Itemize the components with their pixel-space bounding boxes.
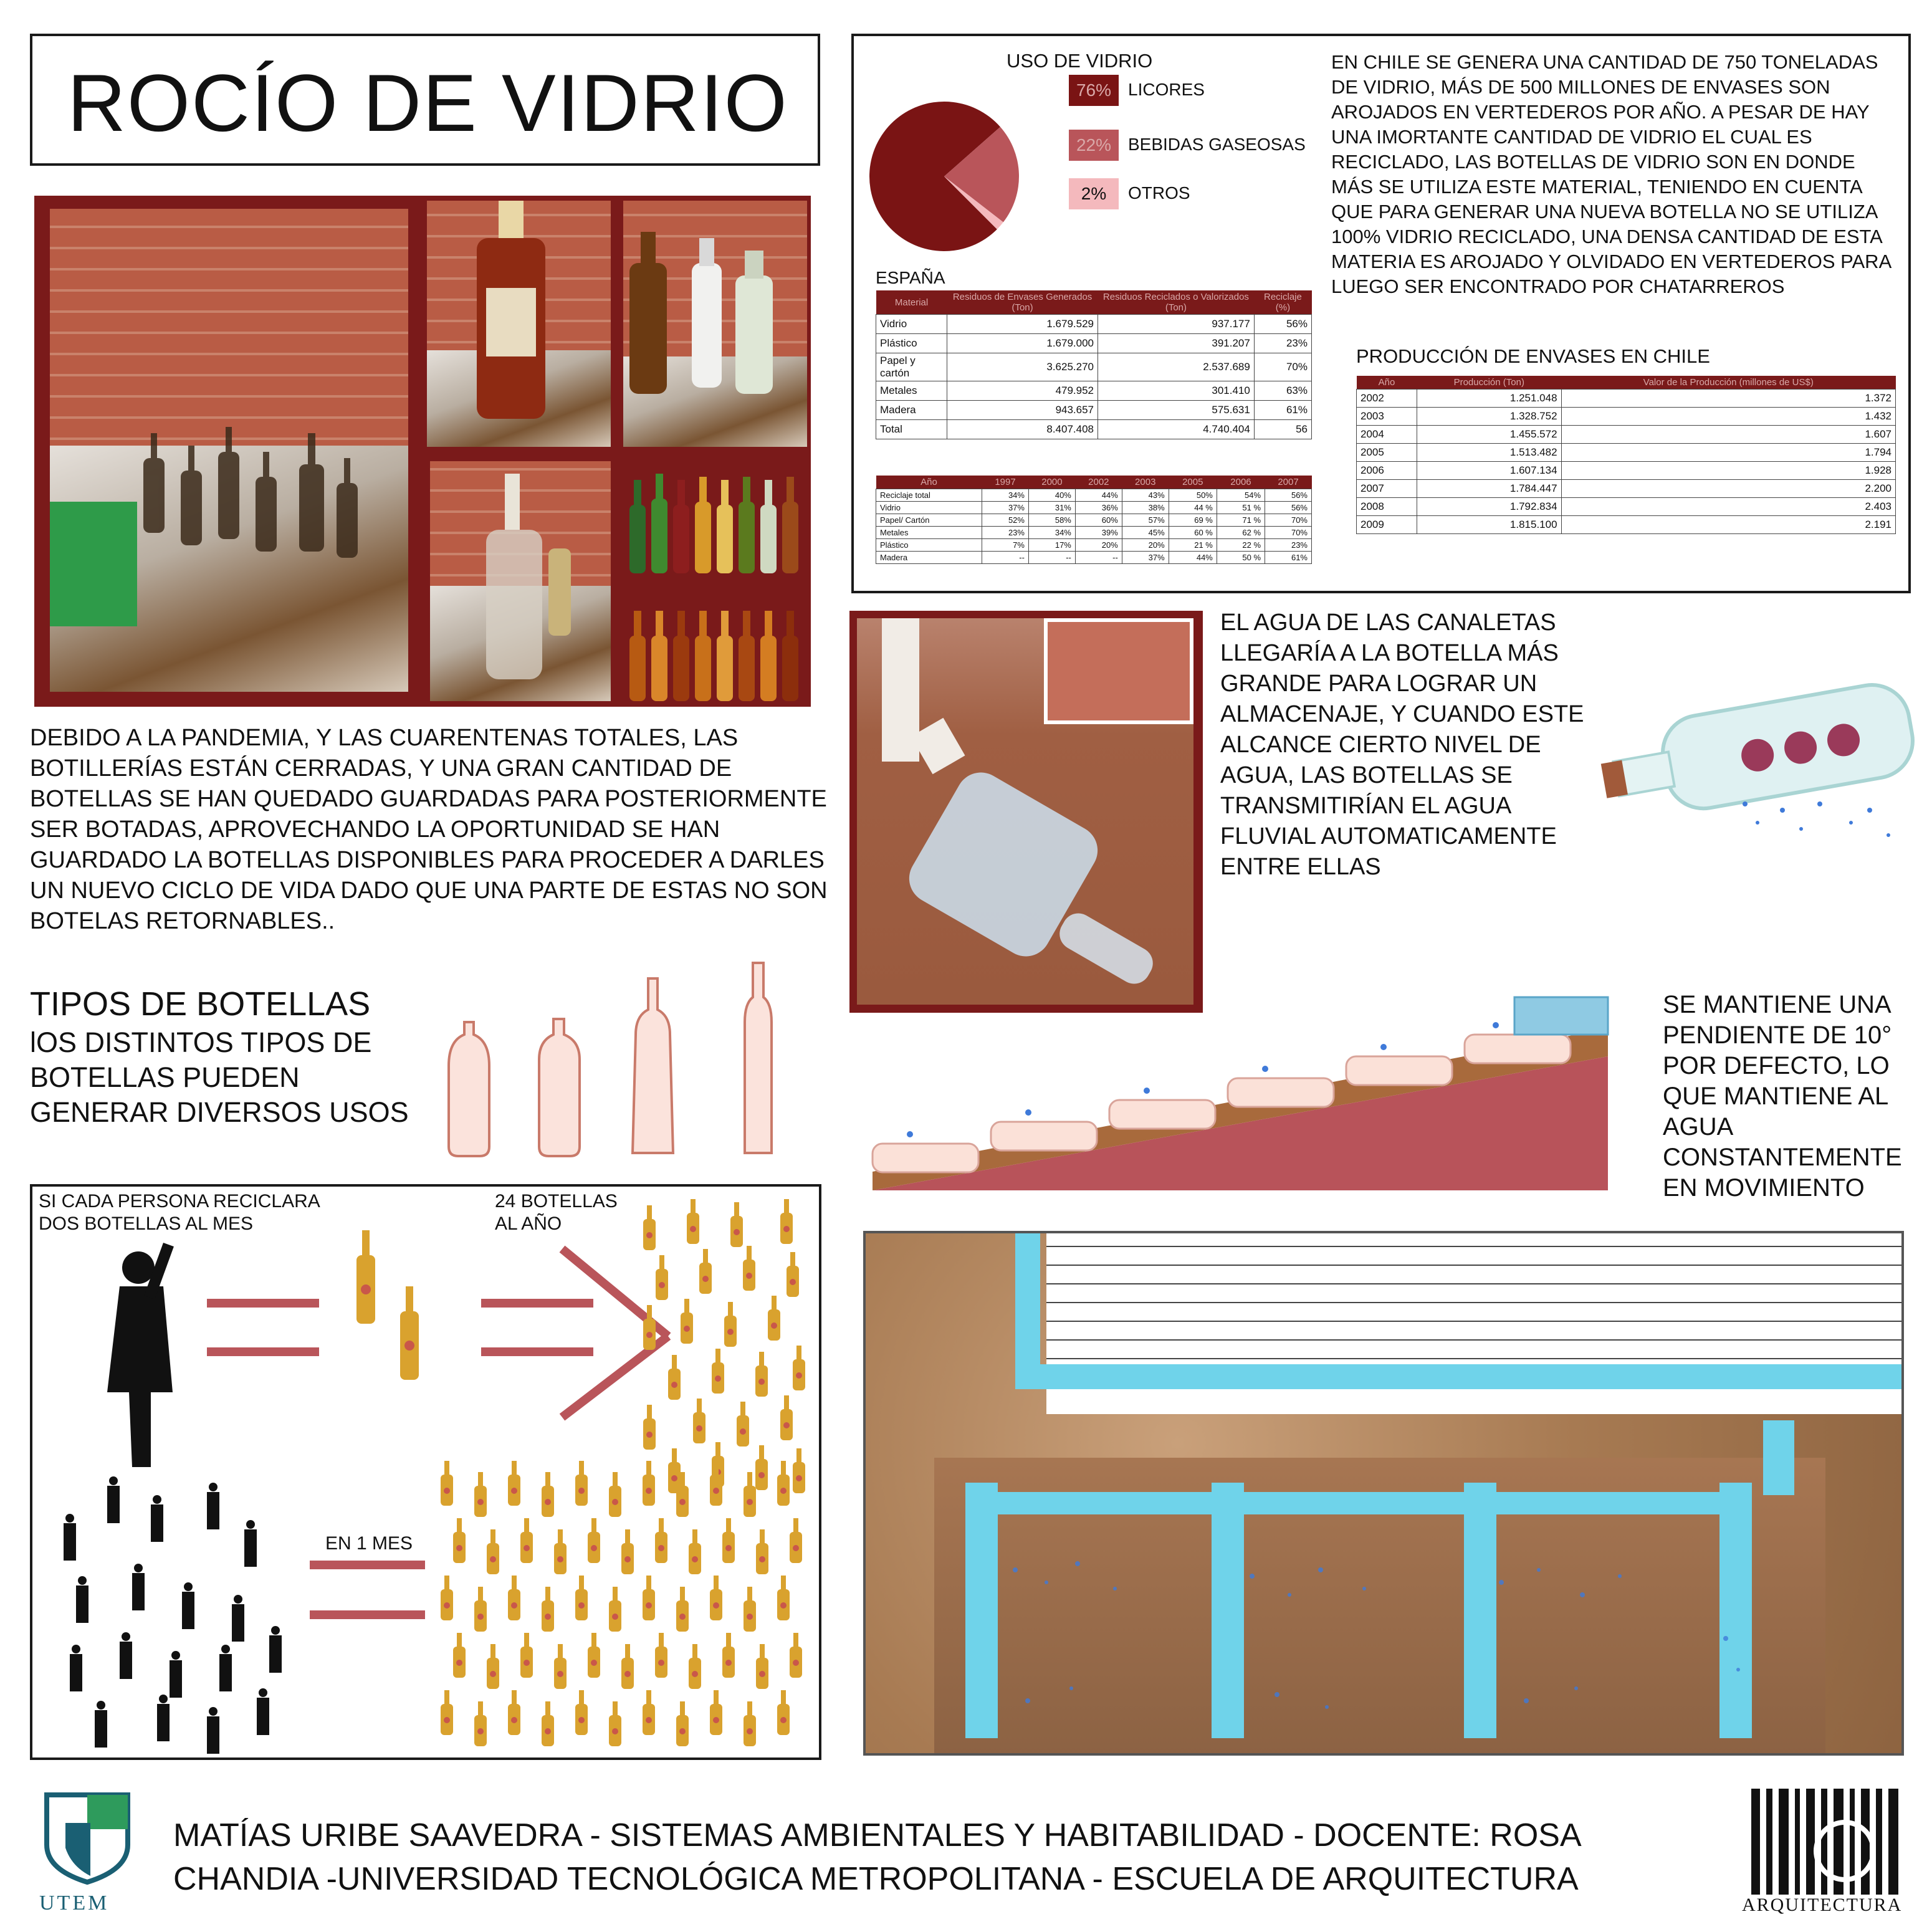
table-cell: 1.607.134 — [1417, 462, 1561, 480]
beer-bottle-icon — [668, 1355, 681, 1400]
slope-text: SE MANTIENE UNA PENDIENTE DE 10° POR DEFECTO, LO QUE MANTIENE AL AGUA CONSTANTEMENTE EN MOVIMIENTO — [1663, 991, 1902, 1202]
table-cell: Plástico — [876, 539, 982, 552]
beer-bottle-icon — [542, 1472, 554, 1517]
beer-bottle-icon — [710, 1576, 722, 1620]
person-icon — [107, 1476, 120, 1523]
table-cell: 391.207 — [1098, 334, 1255, 353]
beer-bottle-icon — [755, 1352, 768, 1397]
pandemic-text: DEBIDO A LA PANDEMIA, Y LAS CUARENTENAS TOTALES, LAS BOTILLERÍAS ESTÁN CERRADAS, Y UNA GRAN CANTIDAD DE BOTELLAS SE HAN QUEDADO GUARDADAS PARA POSTERIORMENTE SER BOTADAS, APROVECHANDO LA OPORTUNIDAD SE HAN GUARDADO LA BOTELLAS DISPONIBLES PARA PROCEDER A DARLES UN NUEVO CICLO DE VIDA DADO QUE UNA PARTE DE ESTAS NO SON BOTELAS RETORNABLES.. — [30, 725, 828, 934]
floating-bottle-icon — [1595, 661, 1932, 848]
beer-bottle-icon — [588, 1633, 600, 1678]
table-header-cell: Reciclaje (%) — [1254, 290, 1311, 315]
beer-bottle-icon — [780, 1199, 793, 1244]
beer-bottle-icon — [441, 1576, 453, 1620]
table-cell: 56 — [1254, 420, 1311, 439]
beer-bottle-icon — [575, 1576, 588, 1620]
beer-bottle-icon — [790, 1633, 802, 1678]
table-cell: 2004 — [1357, 426, 1417, 444]
beer-bottle-icon — [689, 1644, 701, 1689]
clear-bottle-icon — [480, 474, 580, 692]
beer-bottle-icon — [777, 1461, 790, 1506]
table-cell: Reciclaje total — [876, 489, 982, 502]
person-icon — [132, 1564, 145, 1610]
table-cell: 2008 — [1357, 498, 1417, 516]
table-cell: 23% — [1254, 334, 1311, 353]
table-cell: 1.513.482 — [1417, 444, 1561, 462]
table-cell: 7% — [982, 539, 1029, 552]
legend-swatch-3 — [1069, 178, 1119, 209]
whisky-bottle-icon — [464, 201, 589, 447]
beer-bottle-icon — [777, 1576, 790, 1620]
beer-bottle-icon — [730, 1202, 743, 1247]
person-icon — [120, 1632, 132, 1679]
photo-clear-bottles — [430, 461, 611, 701]
table-cell: 45% — [1122, 527, 1169, 539]
table-header-cell: Año — [1357, 376, 1417, 390]
table-cell: 1.928 — [1561, 462, 1895, 480]
beer-bottle-icon — [724, 1302, 737, 1347]
legend-swatch-2 — [1069, 130, 1119, 161]
bottle-row-amber-icon — [626, 608, 813, 704]
beer-bottle-icon — [787, 1252, 799, 1297]
person-icon — [257, 1688, 269, 1735]
beer-bottle-icon — [643, 1690, 655, 1735]
table-cell: 2.403 — [1561, 498, 1895, 516]
table-row — [876, 401, 1312, 420]
table-cell: 22 % — [1217, 539, 1265, 552]
pie-title: USO DE VIDRIO — [1007, 50, 1153, 72]
table-cell: 44% — [1075, 489, 1122, 502]
person-icon — [157, 1695, 170, 1741]
bottle-row-green-icon — [626, 467, 813, 580]
table-header-cell: 2007 — [1265, 476, 1312, 489]
spain-years-wrap — [876, 476, 1312, 564]
production-title: PRODUCCIÓN DE ENVASES EN CHILE — [1356, 345, 1710, 367]
water-spray-icon — [990, 1545, 1769, 1744]
table-row — [876, 353, 1312, 381]
table-cell: Papel y cartón — [876, 353, 947, 381]
table-cell: 34% — [982, 489, 1029, 502]
beer-bottle-icon — [681, 1299, 693, 1344]
chile-text: EN CHILE SE GENERA UNA CANTIDAD DE 750 TONELADAS DE VIDRIO, MÁS DE 500 MILLONES DE ENVASES SON AROJADOS EN VERTEDEROS POR AÑO. A PESAR DE HAY UNA IMORTANTE CANTIDAD DE VIDRIO EL CUAL ES RECICLADO, LAS BOTELLAS DE VIDRIO SON EN DONDE MÁS SE UTILIZA ESTE MATERIAL, TENIENDO EN CUENTA QUE PARA GENERAR UNA NUEVA BOTELLA NO SE UTILIZA 100% VIDRIO RECICLADO, UNA DENSA CANTIDAD DE ESTA MATERIA ES AROJADO Y OLVIDADO EN VERTEDEROS PARA LUEGO SER ENCONTRADO POR CHATARREROS — [1331, 51, 1891, 297]
spain-table — [876, 290, 1312, 439]
assorted-bottles-icon — [623, 226, 807, 425]
table-cell: 54% — [1217, 489, 1265, 502]
table-cell: 51 % — [1217, 502, 1265, 514]
table-cell: Papel/ Cartón — [876, 514, 982, 527]
table-cell: 301.410 — [1098, 381, 1255, 401]
person-icon — [269, 1626, 282, 1673]
person-icon — [232, 1595, 244, 1642]
beer-bottle-icon — [621, 1529, 634, 1574]
beer-bottle-icon — [676, 1701, 689, 1746]
beer-bottle-icon — [722, 1633, 735, 1678]
table-cell: 17% — [1028, 539, 1075, 552]
beer-bottle-icon — [744, 1587, 756, 1632]
table-header-cell: Año — [876, 476, 982, 489]
person-icon — [244, 1520, 257, 1567]
table-row — [876, 552, 1312, 564]
beer-bottle-icon — [508, 1690, 520, 1735]
beer-bottle-icon — [699, 1249, 712, 1294]
table-row — [1357, 444, 1896, 462]
recycle-panel — [30, 1184, 821, 1760]
beer-bottle-icon — [609, 1701, 621, 1746]
table-cell: 36% — [1075, 502, 1122, 514]
table-cell: 1.251.048 — [1417, 390, 1561, 408]
table-cell: 70% — [1265, 527, 1312, 539]
table-row — [876, 420, 1312, 439]
table-row — [1357, 462, 1896, 480]
spain-label: ESPAÑA — [876, 268, 945, 287]
table-cell: 61% — [1265, 552, 1312, 564]
table-cell: 50% — [1169, 489, 1217, 502]
legend-percent: 2% — [1081, 184, 1107, 203]
table-cell: Vidrio — [876, 315, 947, 334]
beer-bottle-icon — [643, 1205, 656, 1250]
person-icon — [70, 1645, 82, 1691]
irrigation-diagram — [863, 1231, 1904, 1756]
beer-bottle-icon — [744, 1472, 756, 1517]
table-cell: 20% — [1122, 539, 1169, 552]
table-cell: 2.537.689 — [1098, 353, 1255, 381]
table-header-cell: 2005 — [1169, 476, 1217, 489]
table-cell: 1.679.000 — [947, 334, 1098, 353]
beer-bottle-icon — [643, 1305, 656, 1350]
table-cell: 1.815.100 — [1417, 516, 1561, 534]
beer-bottle-icon — [554, 1644, 567, 1689]
table-cell: 3.625.270 — [947, 353, 1098, 381]
page-title: ROCÍO DE VIDRIO — [67, 57, 788, 148]
beer-bottle-icon — [710, 1690, 722, 1735]
table-cell: 62 % — [1217, 527, 1265, 539]
equals-bar-5 — [310, 1561, 425, 1569]
beer-bottle-icon — [621, 1644, 634, 1689]
table-cell: Madera — [876, 552, 982, 564]
legend-label-2: BEBIDAS GASEOSAS — [1128, 135, 1306, 154]
table-cell: 60 % — [1169, 527, 1217, 539]
beer-bottle-icon — [609, 1587, 621, 1632]
table-cell: Metales — [876, 381, 947, 401]
table-row — [876, 315, 1312, 334]
table-cell: 1.432 — [1561, 408, 1895, 426]
table-row — [876, 381, 1312, 401]
table-row — [1357, 498, 1896, 516]
beer-bottle-icon — [474, 1587, 487, 1632]
table-cell: 61% — [1254, 401, 1311, 420]
table-cell: 575.631 — [1098, 401, 1255, 420]
table-header-cell: 2000 — [1028, 476, 1075, 489]
table-header-cell: 2002 — [1075, 476, 1122, 489]
table-cell: 37% — [982, 502, 1029, 514]
beer-bottle-icon — [453, 1518, 466, 1563]
beer-bottle-icon — [508, 1461, 520, 1506]
equals-bar-2 — [207, 1347, 319, 1356]
table-row — [1357, 390, 1896, 408]
table-cell: 1.794 — [1561, 444, 1895, 462]
legend-label-3: OTROS — [1128, 183, 1190, 203]
table-cell: 2009 — [1357, 516, 1417, 534]
table-cell: 2005 — [1357, 444, 1417, 462]
person-icon — [219, 1645, 232, 1691]
table-cell: 56% — [1265, 502, 1312, 514]
production-table — [1356, 376, 1896, 534]
beer-bottle-icon — [487, 1529, 499, 1574]
table-header-cell: Valor de la Producción (millones de US$) — [1561, 376, 1895, 390]
table-cell: 63% — [1254, 381, 1311, 401]
table-cell: 23% — [982, 527, 1029, 539]
person-text: SI CADA PERSONA RECICLARA DOS BOTELLAS AL MES — [39, 1191, 320, 1234]
table-cell: 56% — [1254, 315, 1311, 334]
types-heading: TIPOS DE BOTELLAS — [30, 985, 371, 1023]
crowd-icon — [39, 1467, 300, 1760]
table-cell: 31% — [1028, 502, 1075, 514]
beer-bottle-icon — [474, 1701, 487, 1746]
two-bottles-icon — [350, 1230, 438, 1392]
table-row — [876, 527, 1312, 539]
table-cell: 20% — [1075, 539, 1122, 552]
beer-bottle-icon — [693, 1399, 705, 1443]
person-icon — [70, 1236, 201, 1473]
person-icon — [95, 1701, 107, 1748]
beer-bottle-icon — [542, 1587, 554, 1632]
table-cell: 40% — [1028, 489, 1075, 502]
spain-table-wrap — [876, 290, 1312, 439]
beer-bottle-icon — [487, 1644, 499, 1689]
beer-bottle-icon — [520, 1518, 533, 1563]
person-icon — [76, 1576, 88, 1623]
beer-bottle-icon — [656, 1255, 668, 1300]
beer-bottle-icon — [655, 1633, 667, 1678]
photo-whisky-bottle — [427, 201, 611, 447]
table-cell: Vidrio — [876, 502, 982, 514]
legend-swatch-1 — [1069, 75, 1119, 106]
gutter-text: EL AGUA DE LAS CANALETAS LLEGARÍA A LA BOTELLA MÁS GRANDE PARA LOGRAR UN ALMACENAJE, Y CUANDO ESTE ALCANCE CIERTO NIVEL DE AGUA, LAS BOTELLAS SE TRANSMITIRÍAN EL AGUA FLUVIAL AUTOMATICAMENTE ENTRE ELLAS — [1220, 610, 1584, 880]
table-cell: 1.372 — [1561, 390, 1895, 408]
utem-shield-icon — [41, 1789, 134, 1888]
table-header-cell: Residuos de Envases Generados (Ton) — [947, 290, 1098, 315]
legend-label-1: LICORES — [1128, 80, 1205, 99]
table-header-cell: Material — [876, 290, 947, 315]
beer-bottle-icon — [588, 1518, 600, 1563]
table-cell: 44 % — [1169, 502, 1217, 514]
person-icon — [207, 1707, 219, 1754]
table-cell: 1.679.529 — [947, 315, 1098, 334]
table-cell: 479.952 — [947, 381, 1098, 401]
table-header-cell: 2003 — [1122, 476, 1169, 489]
beer-bottle-icon — [508, 1576, 520, 1620]
month-bottles-icon — [431, 1448, 818, 1754]
table-cell: Total — [876, 420, 947, 439]
spain-years-table — [876, 476, 1312, 564]
beer-bottle-icon — [793, 1346, 805, 1390]
table-cell: 56% — [1265, 489, 1312, 502]
beer-bottle-icon — [453, 1633, 466, 1678]
table-cell: -- — [1075, 552, 1122, 564]
table-cell: 21 % — [1169, 539, 1217, 552]
beer-bottle-icon — [643, 1461, 655, 1506]
table-cell: 2003 — [1357, 408, 1417, 426]
beer-bottle-icon — [710, 1461, 722, 1506]
table-cell: 34% — [1028, 527, 1075, 539]
table-row — [1357, 480, 1896, 498]
table-cell: 8.407.408 — [947, 420, 1098, 439]
person-icon — [170, 1651, 182, 1698]
table-cell: -- — [982, 552, 1029, 564]
beer-bottle-icon — [722, 1518, 735, 1563]
types-text: lOS DISTINTOS TIPOS DE BOTELLAS PUEDEN GENERAR DIVERSOS USOS — [30, 1026, 409, 1128]
beer-bottle-icon — [575, 1690, 588, 1735]
table-row — [1357, 408, 1896, 426]
table-row — [876, 334, 1312, 353]
table-header-cell: Residuos Reciclados o Valorizados (Ton) — [1098, 290, 1255, 315]
beer-bottle-icon — [777, 1690, 790, 1735]
beer-bottle-icon — [441, 1690, 453, 1735]
table-cell: 1.784.447 — [1417, 480, 1561, 498]
beer-bottle-icon — [542, 1701, 554, 1746]
bottle-group-icon — [50, 383, 408, 633]
beer-bottle-icon — [790, 1518, 802, 1563]
table-row — [876, 489, 1312, 502]
beer-bottle-icon — [756, 1644, 768, 1689]
table-cell: 23% — [1265, 539, 1312, 552]
table-cell: Plástico — [876, 334, 947, 353]
beer-bottle-icon — [780, 1395, 793, 1440]
gutter-photo — [857, 618, 1193, 1005]
beer-bottle-icon — [737, 1402, 749, 1447]
data-panel — [851, 34, 1911, 593]
beer-bottle-icon — [441, 1461, 453, 1506]
bottle-types-icon — [430, 954, 798, 1162]
person-icon — [64, 1514, 76, 1561]
equals-bar-1 — [207, 1299, 319, 1308]
photo-bottles-crate — [50, 209, 408, 692]
beer-bottle-icon — [520, 1633, 533, 1678]
production-table-wrap — [1356, 376, 1896, 534]
beer-bottle-icon — [768, 1296, 780, 1341]
arq-label: ARQUITECTURA — [1742, 1895, 1903, 1915]
table-cell: 43% — [1122, 489, 1169, 502]
table-cell: 52% — [982, 514, 1029, 527]
table-cell: 60% — [1075, 514, 1122, 527]
table-row — [876, 514, 1312, 527]
table-header-cell: Producción (Ton) — [1417, 376, 1561, 390]
person-icon — [151, 1495, 163, 1542]
beer-bottle-icon — [689, 1529, 701, 1574]
table-cell: 39% — [1075, 527, 1122, 539]
beer-bottle-icon — [756, 1529, 768, 1574]
table-row — [876, 539, 1312, 552]
table-cell: Metales — [876, 527, 982, 539]
beer-bottle-icon — [609, 1472, 621, 1517]
table-cell: 1.328.752 — [1417, 408, 1561, 426]
table-cell: 37% — [1122, 552, 1169, 564]
table-cell: 70% — [1265, 514, 1312, 527]
title-box — [30, 34, 820, 166]
table-cell: 44% — [1169, 552, 1217, 564]
table-row — [1357, 426, 1896, 444]
table-cell: 937.177 — [1098, 315, 1255, 334]
table-row — [876, 502, 1312, 514]
legend-percent: 76% — [1076, 80, 1112, 100]
table-header-cell: 1997 — [982, 476, 1029, 489]
beer-bottle-icon — [554, 1529, 567, 1574]
table-cell: 38% — [1122, 502, 1169, 514]
beer-bottle-icon — [743, 1246, 755, 1291]
arquitectura-logo-icon — [1745, 1782, 1913, 1901]
month-text: EN 1 MES — [325, 1533, 413, 1554]
table-cell: 2.191 — [1561, 516, 1895, 534]
table-cell: 1.792.834 — [1417, 498, 1561, 516]
beer-bottle-icon — [676, 1587, 689, 1632]
utem-label: UTEM — [39, 1891, 110, 1915]
slope-diagram — [835, 985, 1620, 1197]
table-cell: 2006 — [1357, 462, 1417, 480]
table-cell: 943.657 — [947, 401, 1098, 420]
table-cell: 69 % — [1169, 514, 1217, 527]
beer-bottle-icon — [643, 1405, 656, 1450]
beer-bottle-icon — [712, 1349, 724, 1394]
table-row — [1357, 516, 1896, 534]
pie-chart — [863, 95, 1025, 257]
table-cell: 71 % — [1217, 514, 1265, 527]
table-cell: 58% — [1028, 514, 1075, 527]
table-cell: -- — [1028, 552, 1075, 564]
person-icon — [182, 1582, 194, 1629]
table-cell: 4.740.404 — [1098, 420, 1255, 439]
equals-bar-6 — [310, 1610, 425, 1619]
beer-bottle-icon — [744, 1701, 756, 1746]
legend-percent: 22% — [1076, 135, 1112, 155]
table-cell: Madera — [876, 401, 947, 420]
beer-bottle-icon — [655, 1518, 667, 1563]
table-cell: 2.200 — [1561, 480, 1895, 498]
photo-assorted-bottles — [623, 201, 807, 447]
beer-bottle-icon — [474, 1472, 487, 1517]
table-cell: 2007 — [1357, 480, 1417, 498]
beer-bottle-icon — [643, 1576, 655, 1620]
table-cell: 2002 — [1357, 390, 1417, 408]
person-icon — [207, 1483, 219, 1529]
table-header-cell: 2006 — [1217, 476, 1265, 489]
table-cell: 1.607 — [1561, 426, 1895, 444]
table-cell: 70% — [1254, 353, 1311, 381]
table-cell: 57% — [1122, 514, 1169, 527]
beer-bottle-icon — [575, 1461, 588, 1506]
beer-bottle-icon — [676, 1472, 689, 1517]
footer-credits: MATÍAS URIBE SAAVEDRA - SISTEMAS AMBIENTALES Y HABITABILIDAD - DOCENTE: ROSA CHANDIA -UNIVERSIDAD TECNOLÓGICA METROPOLITANA - ESCUELA DE ARQUITECTURA — [173, 1817, 1580, 1897]
table-cell: 50 % — [1217, 552, 1265, 564]
year-text: 24 BOTELLAS AL AÑO — [495, 1191, 618, 1234]
table-cell: 1.455.572 — [1417, 426, 1561, 444]
beer-bottle-icon — [687, 1199, 699, 1244]
